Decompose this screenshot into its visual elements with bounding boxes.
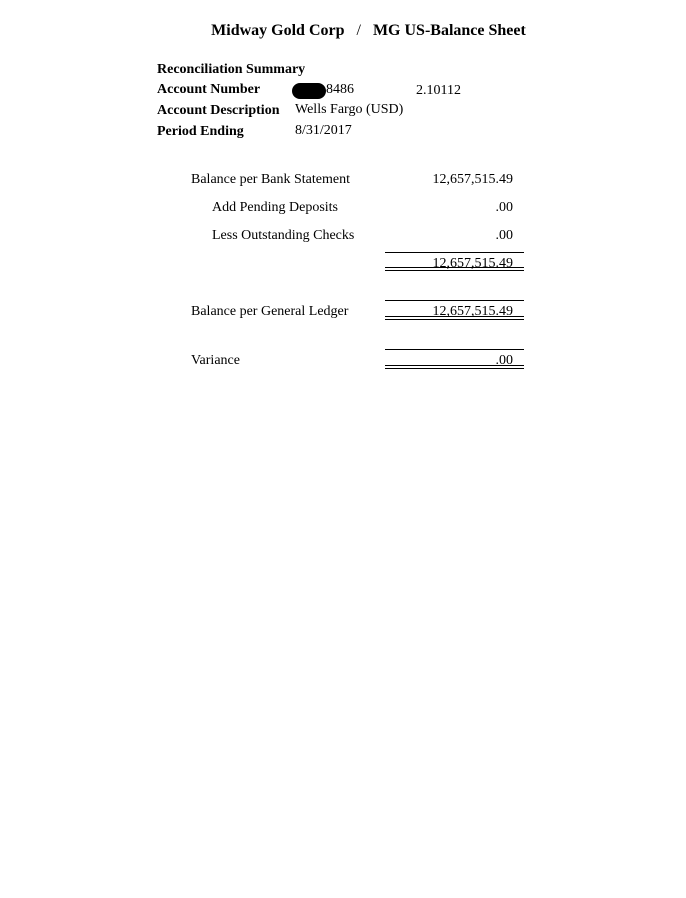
account-number-value: 8486	[326, 82, 354, 97]
adjusted-bank-total: 12,657,515.49	[432, 256, 513, 271]
subtotal-rule	[385, 252, 524, 253]
title-separator: /	[356, 22, 361, 39]
variance-value: .00	[495, 353, 513, 368]
outstanding-checks-value: .00	[495, 228, 513, 243]
account-code: 2.10112	[416, 83, 461, 98]
section-title: Reconciliation Summary	[157, 62, 306, 77]
redaction-mark	[292, 83, 326, 99]
bank-statement-label: Balance per Bank Statement	[191, 172, 350, 187]
report-name: MG US-Balance Sheet	[372, 22, 526, 39]
pending-deposits-label: Add Pending Deposits	[212, 200, 338, 215]
account-number-label: Account Number	[157, 82, 261, 97]
ledger-top-rule	[385, 300, 524, 301]
company-name: Midway Gold Corp	[211, 22, 345, 39]
variance-label: Variance	[191, 353, 240, 368]
general-ledger-label: Balance per General Ledger	[191, 304, 349, 319]
general-ledger-value: 12,657,515.49	[432, 304, 513, 319]
ledger-double-rule	[385, 316, 524, 320]
variance-double-rule	[385, 365, 524, 369]
pending-deposits-value: .00	[495, 200, 513, 215]
page-title	[0, 22, 686, 40]
variance-top-rule	[385, 349, 524, 350]
account-description-value: Wells Fargo (USD)	[295, 102, 404, 117]
total-double-rule	[385, 267, 524, 271]
period-ending-label: Period Ending	[157, 124, 244, 139]
period-ending-value: 8/31/2017	[295, 123, 352, 138]
bank-statement-value: 12,657,515.49	[432, 172, 513, 187]
outstanding-checks-label: Less Outstanding Checks	[212, 228, 355, 243]
account-description-label: Account Description	[157, 103, 280, 118]
